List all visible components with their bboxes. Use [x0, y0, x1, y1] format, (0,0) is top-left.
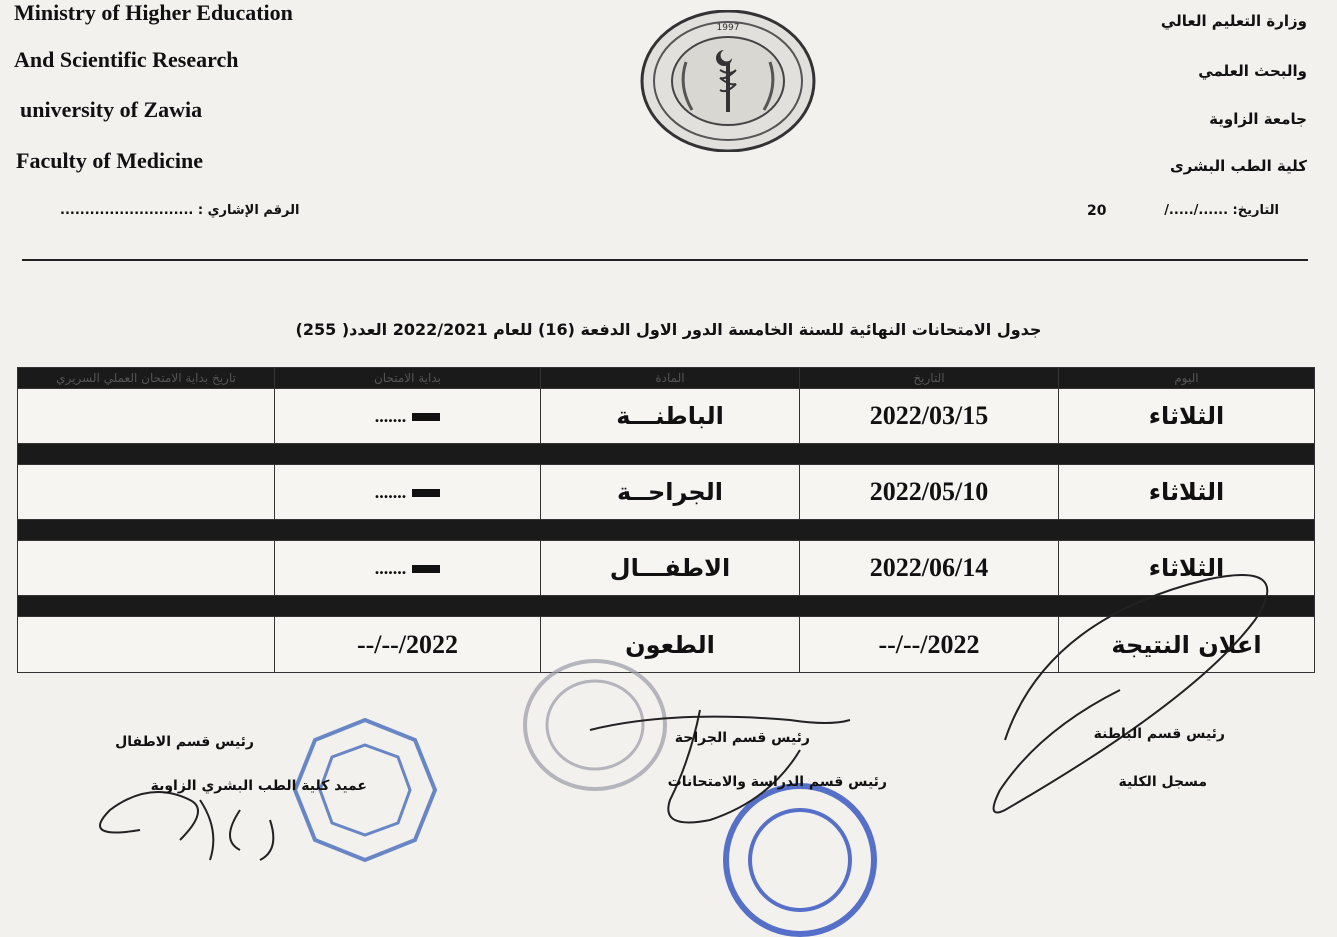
cell-day: الثلاثاء: [1059, 465, 1315, 520]
header-en-research: And Scientific Research: [14, 47, 239, 72]
internal-medicine-head-label: رئيس قسم الباطنة: [1093, 726, 1225, 742]
separator-row: [18, 444, 1315, 465]
header-ar-university: جامعة الزاوية: [1209, 110, 1307, 128]
header-divider: [22, 259, 1308, 261]
surgery-head-label: رئيس قسم الجراحة: [674, 730, 810, 746]
cell-clinical: [18, 465, 275, 520]
cell-subject: الباطنـــة: [541, 389, 800, 444]
header-ar-ministry: وزارة التعليم العالي: [1160, 12, 1307, 30]
cell-day: الثلاثاء: [1059, 389, 1315, 444]
cell-start-value: .......: [374, 405, 407, 426]
dean-label: عميد كلية الطب البشري الزاوية: [150, 778, 367, 794]
date-year: 20: [1087, 203, 1107, 219]
header-subject: المادة: [541, 368, 800, 389]
header-day: اليوم: [1059, 368, 1315, 389]
header-en-faculty: Faculty of Medicine: [16, 148, 203, 173]
pediatrics-head-label: رئيس قسم الاطفال: [115, 734, 254, 750]
table-row: [18, 465, 1315, 520]
header-clinical-date: تاريخ بداية الامتحان العملي السريري: [18, 368, 275, 389]
separator-row: [18, 520, 1315, 541]
seal-year: 1997: [716, 23, 740, 33]
header-en-ministry: Ministry of Higher Education: [14, 0, 293, 25]
reference-number: الرقم الإشاري : ...........................: [60, 203, 300, 218]
cell-subject: الاطفـــال: [541, 541, 800, 596]
cell-day: الثلاثاء: [1059, 541, 1315, 596]
cell-start: 2022/--/--: [275, 617, 541, 673]
cell-start-value: .......: [374, 481, 407, 502]
table-header-row: [18, 368, 1315, 389]
cell-start-value: .......: [374, 557, 407, 578]
header-en-university: university of Zawia: [20, 97, 203, 122]
cell-start: [275, 465, 541, 520]
header-ar-research: والبحث العلمي: [1198, 62, 1307, 80]
date-field: التاريخ: ....../...../: [1164, 203, 1279, 218]
table-row: [18, 389, 1315, 444]
cell-date: 2022/06/14: [800, 541, 1059, 596]
cell-clinical: [18, 389, 275, 444]
header-start: بداية الامتحان: [275, 368, 541, 389]
document-title: جدول الامتحانات النهائية للسنة الخامسة الدور الاول الدفعة (16) للعام 2022/2021 العدد( 255): [295, 320, 1042, 339]
header-ar-faculty: كلية الطب البشرى: [1169, 157, 1307, 175]
cell-date: 2022/--/--: [800, 617, 1059, 673]
studies-exams-head-label: رئيس قسم الدراسة والامتحانات: [667, 774, 887, 790]
cell-subject: الطعون: [541, 617, 800, 673]
header-date: التاريخ: [800, 368, 1059, 389]
registrar-label: مسجل الكلية: [1118, 774, 1207, 790]
cell-subject: الجراحــة: [541, 465, 800, 520]
cell-start: [275, 389, 541, 444]
cell-date: 2022/05/10: [800, 465, 1059, 520]
university-seal-logo: [640, 10, 816, 152]
dash-mark: [412, 413, 440, 421]
cell-day: اعلان النتيجة: [1059, 617, 1315, 673]
dash-mark: [412, 489, 440, 497]
cell-date: 2022/03/15: [800, 389, 1059, 444]
